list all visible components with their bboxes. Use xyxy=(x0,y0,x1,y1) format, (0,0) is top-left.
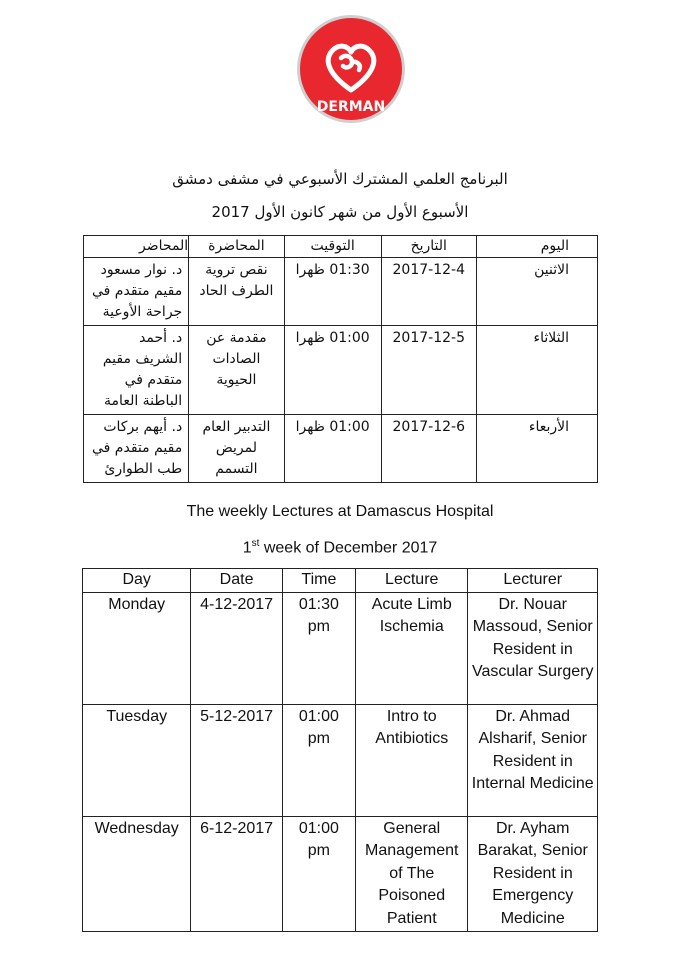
header-lecturer: المحاضر xyxy=(84,236,189,258)
cell-day: Wednesday xyxy=(83,816,191,932)
cell-date: 4-12-2017 xyxy=(191,592,282,704)
english-schedule-table xyxy=(82,568,598,932)
cell-lecturer: د. أحمد الشريف مقيم متقدم في الباطنة العامة xyxy=(84,326,189,415)
cell-lecturer: د. نوار مسعود مقيم متقدم في جراحة الأوعية xyxy=(84,258,189,326)
header-date: التاريخ xyxy=(381,236,476,258)
cell-lecture: التدبير العام لمريض التسمم xyxy=(189,415,284,483)
header-lecture: Lecture xyxy=(356,569,468,593)
cell-time: 01:00 ظهرا xyxy=(284,326,381,415)
cell-date: 2017-12-6 xyxy=(381,415,476,483)
cell-time: 01:30 ظهرا xyxy=(284,258,381,326)
cell-time: 01:00 pm xyxy=(282,704,355,816)
table-row xyxy=(83,816,598,932)
cell-time: 01:00 ظهرا xyxy=(284,415,381,483)
subtitle-rest: week of December 2017 xyxy=(259,539,438,557)
header-lecturer: Lecturer xyxy=(468,569,598,593)
cell-day: Tuesday xyxy=(83,704,191,816)
table-header-row xyxy=(84,236,598,258)
cell-time: 01:00 pm xyxy=(282,816,355,932)
cell-date: 5-12-2017 xyxy=(191,704,282,816)
header-time: Time xyxy=(282,569,355,593)
english-subtitle xyxy=(0,538,680,557)
cell-day: الثلاثاء xyxy=(476,326,597,415)
cell-time: 01:30 pm xyxy=(282,592,355,704)
cell-lecturer: Dr. Ahmad Alsharif, Senior Resident in Internal Medicine xyxy=(468,704,598,816)
table-row xyxy=(83,592,598,704)
derman-logo xyxy=(296,14,406,124)
cell-lecture: مقدمة عن الصادات الحيوية xyxy=(189,326,284,415)
cell-day: الاثنين xyxy=(476,258,597,326)
arabic-title: البرنامج العلمي المشترك الأسبوعي في مشفى دمشق xyxy=(172,170,508,188)
cell-lecture: General Management of The Poisoned Patient xyxy=(356,816,468,932)
header-time: التوقيت xyxy=(284,236,381,258)
header-day: اليوم xyxy=(476,236,597,258)
header-date: Date xyxy=(191,569,282,593)
table-header-row xyxy=(83,569,598,593)
table-row xyxy=(84,326,598,415)
subtitle-number: 1 xyxy=(242,539,252,557)
cell-date: 2017-12-5 xyxy=(381,326,476,415)
cell-date: 6-12-2017 xyxy=(191,816,282,932)
cell-lecture: Acute Limb Ischemia xyxy=(356,592,468,704)
cell-day: Monday xyxy=(83,592,191,704)
cell-date: 2017-12-4 xyxy=(381,258,476,326)
table-row xyxy=(84,415,598,483)
subtitle-ordinal: st xyxy=(251,538,260,549)
english-title: The weekly Lectures at Damascus Hospital xyxy=(186,503,494,520)
cell-lecturer: د. أيهم بركات مقيم متقدم في طب الطوارئ xyxy=(84,415,189,483)
cell-lecture: نقص تروية الطرف الحاد xyxy=(189,258,284,326)
cell-lecture: Intro to Antibiotics xyxy=(356,704,468,816)
header-day: Day xyxy=(83,569,191,593)
cell-lecturer: Dr. Ayham Barakat, Senior Resident in Emergency Medicine xyxy=(468,816,598,932)
logo-text: DERMAN xyxy=(316,99,386,115)
table-row xyxy=(84,258,598,326)
header-lecture: المحاضرة xyxy=(189,236,284,258)
table-row xyxy=(83,704,598,816)
arabic-schedule-table xyxy=(83,235,598,483)
derman-logo-icon xyxy=(296,14,406,124)
cell-day: الأربعاء xyxy=(476,415,597,483)
cell-lecturer: Dr. Nouar Massoud, Senior Resident in Vascular Surgery xyxy=(468,592,598,704)
arabic-subtitle: الأسبوع الأول من شهر كانون الأول 2017 xyxy=(211,203,469,221)
